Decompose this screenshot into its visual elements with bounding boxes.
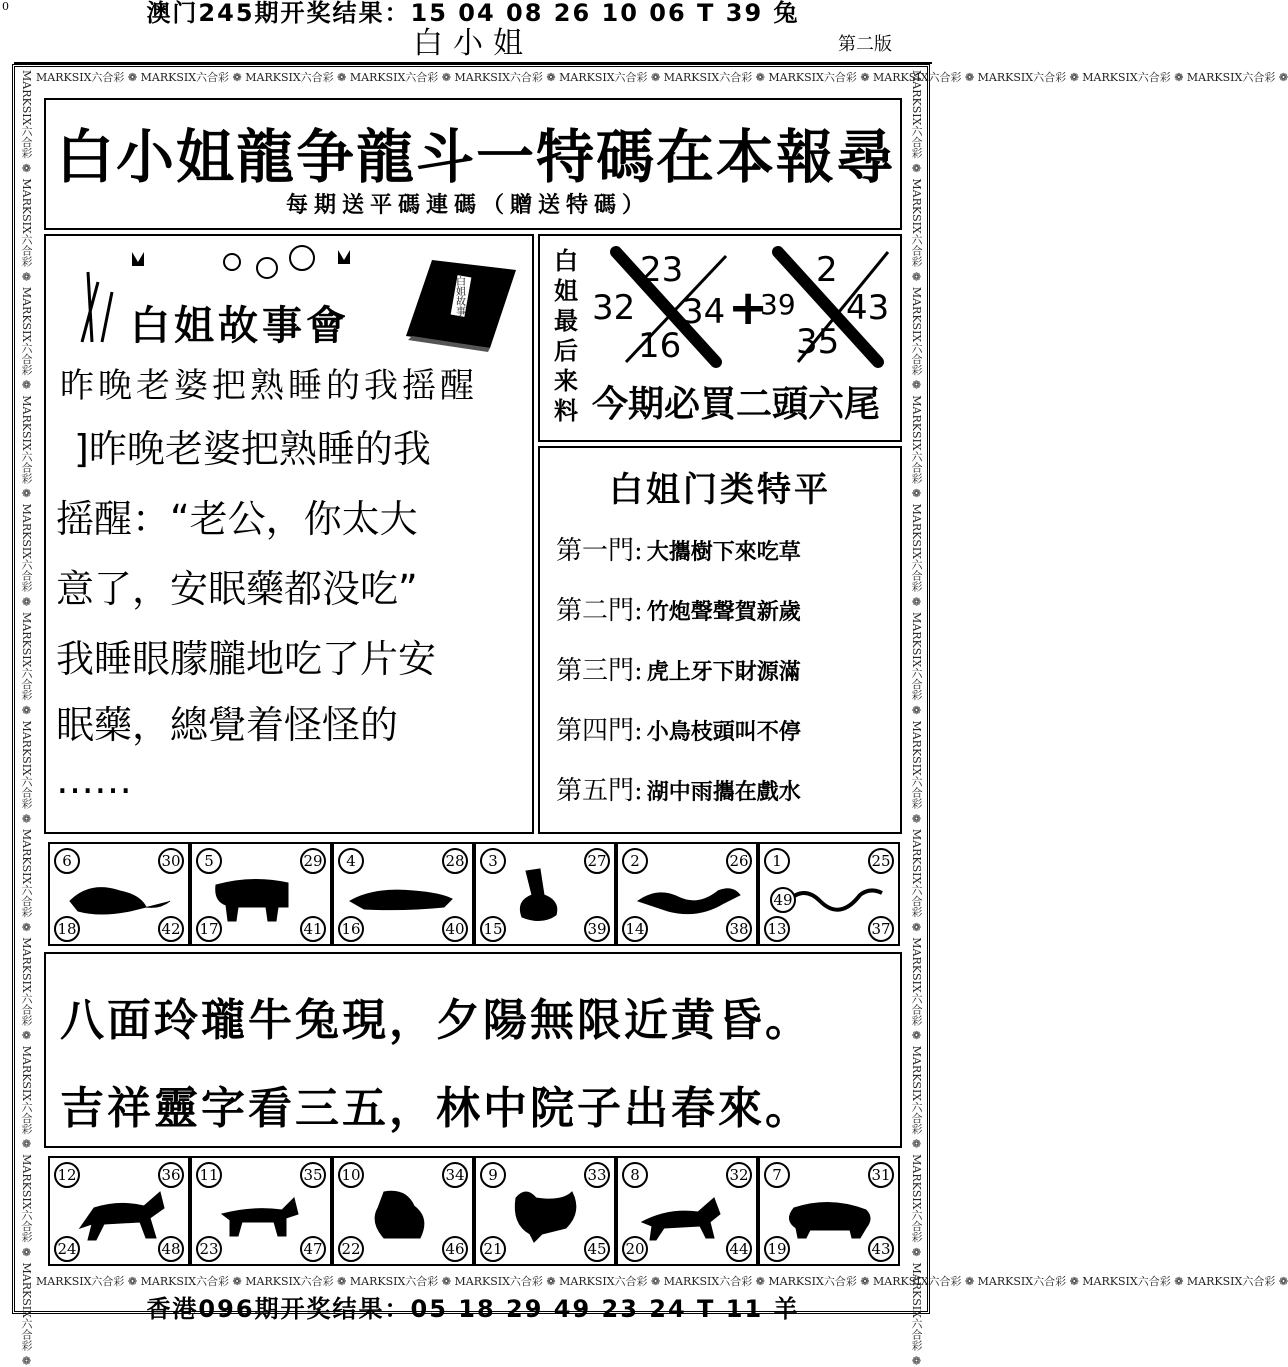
right-num-top: 2 bbox=[816, 250, 838, 290]
zodiac-number-br: 46 bbox=[442, 1236, 468, 1262]
story-line-4: 意了，安眠藥都没吃” bbox=[56, 567, 418, 611]
right-num-bottom: 35 bbox=[796, 322, 840, 362]
last-data-label: 白姐最后来料 bbox=[554, 247, 578, 425]
page-corner-number: 0 bbox=[2, 0, 9, 13]
story-line-2: ]昨晚老婆把熟睡的我 bbox=[74, 427, 431, 471]
horse-icon bbox=[60, 1178, 180, 1248]
zodiac-cell bbox=[474, 842, 616, 946]
bottom-lottery-result: 香港096期开奖结果：05 18 29 49 23 24 T 11 羊 bbox=[146, 1295, 800, 1323]
zodiac-number-tr: 29 bbox=[300, 848, 326, 874]
border-strip-left: MARKSIX六合彩 ❁ MARKSIX六合彩 ❁ MARKSIX六合彩 ❁ MARKSIX六合彩 ❁ MARKSIX六合彩 ❁ MARKSIX六合彩 ❁ MARKSIX六合彩 ❁ MARKSIX六合彩 ❁ MARKSIX六合彩 ❁ MARKSIX六合彩 ❁ MARKSIX六合彩 ❁ MARKSIX六合彩 ❁ bbox=[20, 70, 33, 1367]
left-num-right: 34 bbox=[682, 292, 726, 332]
zodiac-number-tl: 2 bbox=[622, 848, 648, 874]
top-lottery-result: 澳门245期开奖结果：15 04 08 26 10 06 T 39 兔 bbox=[146, 0, 800, 27]
left-num-top: 23 bbox=[640, 250, 684, 290]
door-item-3: 第三門: 虎上牙下財源滿 bbox=[556, 656, 801, 686]
monkey-icon bbox=[344, 1178, 464, 1248]
border-strip-right: MARKSIX六合彩 ❁ MARKSIX六合彩 ❁ MARKSIX六合彩 ❁ MARKSIX六合彩 ❁ MARKSIX六合彩 ❁ MARKSIX六合彩 ❁ MARKSIX六合彩 ❁ MARKSIX六合彩 ❁ MARKSIX六合彩 ❁ MARKSIX六合彩 ❁ MARKSIX六合彩 ❁ MARKSIX六合彩 ❁ bbox=[910, 70, 923, 1367]
last-data-headline: 今期必買二頭六尾 bbox=[592, 384, 881, 425]
left-num-left: 32 bbox=[592, 288, 636, 328]
edition-label: 第二版 bbox=[838, 34, 892, 55]
zodiac-number-extra: 49 bbox=[770, 887, 796, 913]
zodiac-number-bl: 16 bbox=[338, 916, 364, 942]
story-line-1: 昨晚老婆把熟睡的我摇醒 bbox=[60, 366, 478, 406]
zodiac-cell bbox=[616, 1156, 758, 1266]
zodiac-number-br: 42 bbox=[158, 916, 184, 942]
door-text-2: 竹炮聲聲賀新歲 bbox=[646, 600, 801, 625]
zodiac-number-bl: 24 bbox=[54, 1236, 80, 1262]
plus-sign: + bbox=[728, 280, 769, 336]
zodiac-number-tr: 36 bbox=[158, 1162, 184, 1188]
door-item-2: 第二門: 竹炮聲聲賀新歲 bbox=[556, 596, 801, 626]
doors-box bbox=[538, 446, 902, 834]
border-strip-bottom: MARKSIX六合彩 ❁ MARKSIX六合彩 ❁ MARKSIX六合彩 ❁ MARKSIX六合彩 ❁ MARKSIX六合彩 ❁ MARKSIX六合彩 ❁ MARKSIX六合彩 ❁ MARKSIX六合彩 ❁ MARKSIX六合彩 ❁ MARKSIX六合彩 ❁ MARKSIX六合彩 ❁ MARKSIX六合彩 ❁ bbox=[36, 1275, 1288, 1288]
poem-line-2: 吉祥靈字看三五，林中院子出春來。 bbox=[60, 1083, 812, 1134]
story-line-3: 摇醒：“老公，你太大 bbox=[56, 497, 418, 541]
door-label-3: 第三門 bbox=[556, 656, 635, 686]
zodiac-number-br: 39 bbox=[584, 916, 610, 942]
zodiac-number-tl: 1 bbox=[764, 848, 790, 874]
dog-icon bbox=[628, 1178, 748, 1248]
door-item-4: 第四門: 小鳥枝頭叫不停 bbox=[556, 716, 801, 746]
zodiac-number-br: 44 bbox=[726, 1236, 752, 1262]
zodiac-number-tl: 10 bbox=[338, 1162, 364, 1188]
zodiac-number-bl: 21 bbox=[480, 1236, 506, 1262]
zodiac-number-tl: 7 bbox=[764, 1162, 790, 1188]
door-text-1: 大攜樹下來吃草 bbox=[646, 540, 801, 565]
zodiac-cell bbox=[616, 842, 758, 946]
right-num-left: 39 bbox=[760, 288, 796, 321]
zodiac-number-bl: 20 bbox=[622, 1236, 648, 1262]
door-label-1: 第一門 bbox=[556, 536, 635, 566]
zodiac-number-tr: 28 bbox=[442, 848, 468, 874]
banner-subtitle: 每期送平碼連碼（贈送特碼） bbox=[286, 193, 651, 218]
zodiac-cell bbox=[474, 1156, 616, 1266]
zodiac-number-tl: 9 bbox=[480, 1162, 506, 1188]
zodiac-cell bbox=[332, 842, 474, 946]
zodiac-number-br: 47 bbox=[300, 1236, 326, 1262]
zodiac-number-tl: 4 bbox=[338, 848, 364, 874]
door-label-4: 第四門 bbox=[556, 716, 635, 746]
zodiac-number-bl: 17 bbox=[196, 916, 222, 942]
door-label-5: 第五門 bbox=[556, 776, 635, 806]
zodiac-number-br: 43 bbox=[868, 1236, 894, 1262]
door-text-5: 湖中雨攜在戲水 bbox=[646, 780, 801, 805]
zodiac-number-br: 40 bbox=[442, 916, 468, 942]
zodiac-number-tr: 26 bbox=[726, 848, 752, 874]
zodiac-cell bbox=[48, 842, 190, 946]
banner-title: 白小姐龍争龍斗一特碼在本報尋 bbox=[56, 123, 897, 191]
door-item-5: 第五門: 湖中雨攜在戲水 bbox=[556, 776, 801, 806]
door-label-2: 第二門 bbox=[556, 596, 635, 626]
zodiac-number-br: 48 bbox=[158, 1236, 184, 1262]
zodiac-number-tr: 30 bbox=[158, 848, 184, 874]
poem-box bbox=[44, 952, 902, 1148]
zodiac-number-tr: 33 bbox=[584, 1162, 610, 1188]
zodiac-number-bl: 18 bbox=[54, 916, 80, 942]
zodiac-number-tr: 32 bbox=[726, 1162, 752, 1188]
zodiac-number-br: 37 bbox=[868, 916, 894, 942]
door-text-4: 小鳥枝頭叫不停 bbox=[646, 720, 801, 745]
zodiac-number-tl: 8 bbox=[622, 1162, 648, 1188]
zodiac-number-tl: 6 bbox=[54, 848, 80, 874]
zodiac-number-br: 38 bbox=[726, 916, 752, 942]
newspaper-title: 白小姐 bbox=[413, 26, 533, 61]
zodiac-number-tl: 12 bbox=[54, 1162, 80, 1188]
zodiac-number-bl: 22 bbox=[338, 1236, 364, 1262]
zodiac-number-tr: 34 bbox=[442, 1162, 468, 1188]
story-line-6: 眠藥，總覺着怪怪的 bbox=[56, 703, 399, 747]
poem-line-1: 八面玲瓏牛兔現，夕陽無限近黄昏。 bbox=[60, 995, 812, 1046]
zodiac-number-tl: 5 bbox=[196, 848, 222, 874]
zodiac-number-tr: 25 bbox=[868, 848, 894, 874]
zodiac-number-bl: 15 bbox=[480, 916, 506, 942]
zodiac-number-tl: 11 bbox=[196, 1162, 222, 1188]
zodiac-number-bl: 23 bbox=[196, 1236, 222, 1262]
right-num-right: 43 bbox=[846, 288, 890, 328]
zodiac-number-tr: 35 bbox=[300, 1162, 326, 1188]
book-label: 白姐故事 bbox=[456, 277, 466, 318]
door-item-1: 第一門: 大攜樹下來吃草 bbox=[556, 536, 801, 566]
story-box bbox=[44, 234, 534, 834]
zodiac-cell bbox=[758, 842, 900, 946]
zodiac-number-tr: 27 bbox=[584, 848, 610, 874]
left-num-bottom: 16 bbox=[638, 326, 682, 366]
zodiac-number-br: 41 bbox=[300, 916, 326, 942]
zodiac-number-bl: 14 bbox=[622, 916, 648, 942]
last-data-box bbox=[538, 234, 902, 442]
goat-icon bbox=[202, 1178, 322, 1248]
zodiac-number-bl: 19 bbox=[764, 1236, 790, 1262]
zodiac-number-bl: 13 bbox=[764, 916, 790, 942]
zodiac-number-tr: 31 bbox=[868, 1162, 894, 1188]
door-text-3: 虎上牙下財源滿 bbox=[646, 660, 801, 685]
border-strip-top: MARKSIX六合彩 ❁ MARKSIX六合彩 ❁ MARKSIX六合彩 ❁ MARKSIX六合彩 ❁ MARKSIX六合彩 ❁ MARKSIX六合彩 ❁ MARKSIX六合彩 ❁ MARKSIX六合彩 ❁ MARKSIX六合彩 ❁ MARKSIX六合彩 ❁ MARKSIX六合彩 ❁ MARKSIX六合彩 ❁ bbox=[36, 71, 1288, 84]
zodiac-row-2 bbox=[48, 1156, 900, 1266]
story-heading: 白姐故事會 bbox=[130, 303, 350, 349]
zodiac-cell bbox=[48, 1156, 190, 1266]
story-line-7: …… bbox=[56, 758, 132, 802]
zodiac-cell bbox=[190, 1156, 332, 1266]
rooster-icon bbox=[486, 1178, 606, 1248]
zodiac-cell bbox=[190, 842, 332, 946]
pig-icon bbox=[770, 1178, 890, 1248]
zodiac-number-tl: 3 bbox=[480, 848, 506, 874]
banner-box bbox=[44, 98, 902, 230]
story-line-5: 我睡眼朦朧地吃了片安 bbox=[56, 637, 437, 681]
zodiac-cell bbox=[332, 1156, 474, 1266]
zodiac-number-br: 45 bbox=[584, 1236, 610, 1262]
zodiac-row-1 bbox=[48, 842, 900, 946]
newspaper-header bbox=[14, 26, 932, 64]
doors-title: 白姐门类特平 bbox=[609, 470, 831, 510]
zodiac-cell bbox=[758, 1156, 900, 1266]
